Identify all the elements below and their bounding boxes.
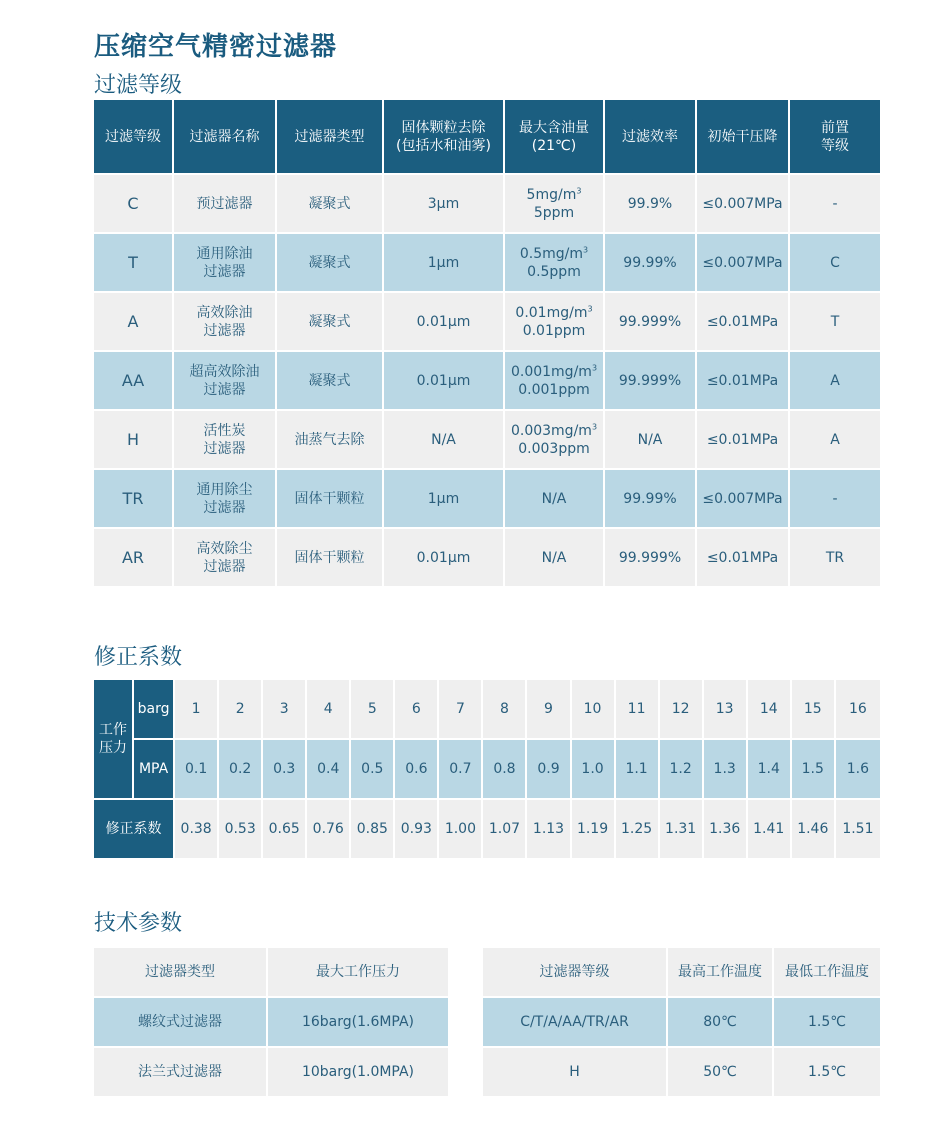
filter-type-cell: 固体干颗粒: [277, 468, 384, 527]
mpa-value: 0.3: [263, 738, 307, 798]
header-filter-name: 过滤器名称: [174, 100, 277, 173]
pre-grade-cell: -: [790, 173, 880, 232]
correction-factor-table: [94, 680, 880, 858]
header-min-temp: 最低工作温度: [774, 948, 880, 996]
section-title-grade: 过滤等级: [94, 73, 183, 98]
factor-value: 1.31: [660, 798, 704, 858]
pre-grade-cell: A: [790, 409, 880, 468]
factor-value: 1.00: [439, 798, 483, 858]
factor-value: 0.53: [219, 798, 263, 858]
filter-type-cell: 凝聚式: [277, 350, 384, 409]
mpa-value: 1.3: [704, 738, 748, 798]
grade-cell: T: [94, 232, 174, 291]
mpa-value: 1.0: [572, 738, 616, 798]
header-filter-type: 过滤器类型: [277, 100, 384, 173]
mpa-value: 0.4: [307, 738, 351, 798]
barg-value: 2: [219, 680, 263, 738]
barg-value: 11: [616, 680, 660, 738]
barg-value: 4: [307, 680, 351, 738]
grade-row: [94, 350, 880, 409]
section-title-correction: 修正系数: [94, 645, 183, 670]
grade-row: [94, 527, 880, 586]
tech-temperature-table: [483, 948, 880, 1096]
particle-cell: 0.01μm: [384, 291, 505, 350]
grade-cell: A: [94, 291, 174, 350]
pressure-drop-cell: ≤0.01MPa: [697, 527, 790, 586]
factor-value: 0.85: [351, 798, 395, 858]
barg-value: 1: [175, 680, 219, 738]
tech-right-cell: 50℃: [668, 1046, 774, 1096]
page-title: 压缩空气精密过滤器: [94, 32, 338, 62]
filter-type-cell: 凝聚式: [277, 232, 384, 291]
filter-grade-table: [94, 100, 880, 586]
mpa-value: 1.1: [616, 738, 660, 798]
mpa-value: 1.6: [836, 738, 880, 798]
particle-cell: 1μm: [384, 232, 505, 291]
oil-content-cell: N/A: [505, 468, 605, 527]
barg-value: 14: [748, 680, 792, 738]
pre-grade-cell: TR: [790, 527, 880, 586]
factor-value: 1.25: [616, 798, 660, 858]
efficiency-cell: N/A: [605, 409, 697, 468]
filter-name-cell: 通用除油 过滤器: [174, 232, 277, 291]
grade-row: [94, 173, 880, 232]
filter-name-cell: 超高效除油 过滤器: [174, 350, 277, 409]
barg-label: barg: [134, 680, 175, 738]
pressure-drop-cell: ≤0.01MPa: [697, 291, 790, 350]
section-title-tech: 技术参数: [94, 911, 183, 936]
filter-type-cell: 凝聚式: [277, 173, 384, 232]
barg-value: 3: [263, 680, 307, 738]
factor-value: 1.46: [792, 798, 836, 858]
mpa-value: 1.4: [748, 738, 792, 798]
particle-cell: 3μm: [384, 173, 505, 232]
mpa-value: 0.6: [395, 738, 439, 798]
oil-content-cell: $0.5mg/m^3$ 0.5ppm: [505, 232, 605, 291]
grade-row: [94, 232, 880, 291]
tech-left-cell: 法兰式过滤器: [94, 1046, 268, 1096]
barg-value: 13: [704, 680, 748, 738]
pre-grade-cell: C: [790, 232, 880, 291]
header-pre-grade: 前置 等级: [790, 100, 880, 173]
factor-value: 0.65: [263, 798, 307, 858]
barg-value: 9: [527, 680, 571, 738]
filter-name-cell: 通用除尘 过滤器: [174, 468, 277, 527]
grade-row: [94, 468, 880, 527]
filter-name-cell: 高效除油 过滤器: [174, 291, 277, 350]
factor-value: 1.51: [836, 798, 880, 858]
efficiency-cell: 99.999%: [605, 527, 697, 586]
pre-grade-cell: -: [790, 468, 880, 527]
mpa-value: 0.7: [439, 738, 483, 798]
mpa-label: MPA: [134, 738, 175, 798]
mpa-value: 0.1: [175, 738, 219, 798]
oil-content-cell: N/A: [505, 527, 605, 586]
grade-row: [94, 409, 880, 468]
filter-name-cell: 高效除尘 过滤器: [174, 527, 277, 586]
barg-value: 16: [836, 680, 880, 738]
tech-right-cell: 1.5℃: [774, 1046, 880, 1096]
header-particle-removal: 固体颗粒去除 (包括水和油雾): [384, 100, 505, 173]
working-pressure-label: 工作 压力: [94, 680, 134, 798]
tech-right-cell: 80℃: [668, 996, 774, 1046]
header-filter-type: 过滤器类型: [94, 948, 268, 996]
efficiency-cell: 99.99%: [605, 468, 697, 527]
barg-value: 15: [792, 680, 836, 738]
filter-type-cell: 油蒸气去除: [277, 409, 384, 468]
tech-pressure-table: [94, 948, 448, 1096]
pre-grade-cell: A: [790, 350, 880, 409]
barg-value: 8: [483, 680, 527, 738]
efficiency-cell: 99.999%: [605, 350, 697, 409]
grade-cell: AA: [94, 350, 174, 409]
tech-right-cell: H: [483, 1046, 668, 1096]
pressure-drop-cell: ≤0.007MPa: [697, 173, 790, 232]
header-grade: 过滤等级: [94, 100, 174, 173]
mpa-value: 0.2: [219, 738, 263, 798]
tech-left-cell: 螺纹式过滤器: [94, 996, 268, 1046]
pre-grade-cell: T: [790, 291, 880, 350]
factor-value: 1.13: [527, 798, 571, 858]
factor-value: 0.38: [175, 798, 219, 858]
barg-value: 5: [351, 680, 395, 738]
header-max-oil: 最大含油量 (21℃): [505, 100, 605, 173]
filter-name-cell: 预过滤器: [174, 173, 277, 232]
barg-value: 6: [395, 680, 439, 738]
pressure-drop-cell: ≤0.01MPa: [697, 350, 790, 409]
mpa-value: 0.8: [483, 738, 527, 798]
mpa-value: 1.5: [792, 738, 836, 798]
particle-cell: N/A: [384, 409, 505, 468]
header-filter-grade: 过滤器等级: [483, 948, 668, 996]
efficiency-cell: 99.99%: [605, 232, 697, 291]
header-pressure-drop: 初始干压降: [697, 100, 790, 173]
tech-right-cell: C/T/A/AA/TR/AR: [483, 996, 668, 1046]
oil-content-cell: $0.01mg/m^3$ 0.01ppm: [505, 291, 605, 350]
grade-cell: TR: [94, 468, 174, 527]
factor-value: 1.36: [704, 798, 748, 858]
factor-value: 1.19: [572, 798, 616, 858]
grade-cell: H: [94, 409, 174, 468]
tech-right-cell: 1.5℃: [774, 996, 880, 1046]
efficiency-cell: 99.999%: [605, 291, 697, 350]
grade-cell: C: [94, 173, 174, 232]
tech-left-cell: 10barg(1.0MPA): [268, 1046, 448, 1096]
factor-value: 0.93: [395, 798, 439, 858]
header-max-temp: 最高工作温度: [668, 948, 774, 996]
mpa-value: 0.5: [351, 738, 395, 798]
factor-value: 1.41: [748, 798, 792, 858]
oil-content-cell: $0.001mg/m^3$ 0.001ppm: [505, 350, 605, 409]
tech-left-cell: 16barg(1.6MPA): [268, 996, 448, 1046]
particle-cell: 0.01μm: [384, 350, 505, 409]
mpa-value: 0.9: [527, 738, 571, 798]
header-max-pressure: 最大工作压力: [268, 948, 448, 996]
filter-type-cell: 固体干颗粒: [277, 527, 384, 586]
pressure-drop-cell: ≤0.007MPa: [697, 468, 790, 527]
oil-content-cell: $5mg/m^3$ 5ppm: [505, 173, 605, 232]
pressure-drop-cell: ≤0.01MPa: [697, 409, 790, 468]
factor-value: 1.07: [483, 798, 527, 858]
pressure-drop-cell: ≤0.007MPa: [697, 232, 790, 291]
correction-factor-label: 修正系数: [94, 798, 175, 858]
grade-row: [94, 291, 880, 350]
grade-cell: AR: [94, 527, 174, 586]
header-efficiency: 过滤效率: [605, 100, 697, 173]
efficiency-cell: 99.9%: [605, 173, 697, 232]
barg-value: 10: [572, 680, 616, 738]
mpa-value: 1.2: [660, 738, 704, 798]
filter-name-cell: 活性炭 过滤器: [174, 409, 277, 468]
particle-cell: 1μm: [384, 468, 505, 527]
particle-cell: 0.01μm: [384, 527, 505, 586]
oil-content-cell: $0.003mg/m^3$ 0.003ppm: [505, 409, 605, 468]
filter-type-cell: 凝聚式: [277, 291, 384, 350]
barg-value: 12: [660, 680, 704, 738]
factor-value: 0.76: [307, 798, 351, 858]
barg-value: 7: [439, 680, 483, 738]
